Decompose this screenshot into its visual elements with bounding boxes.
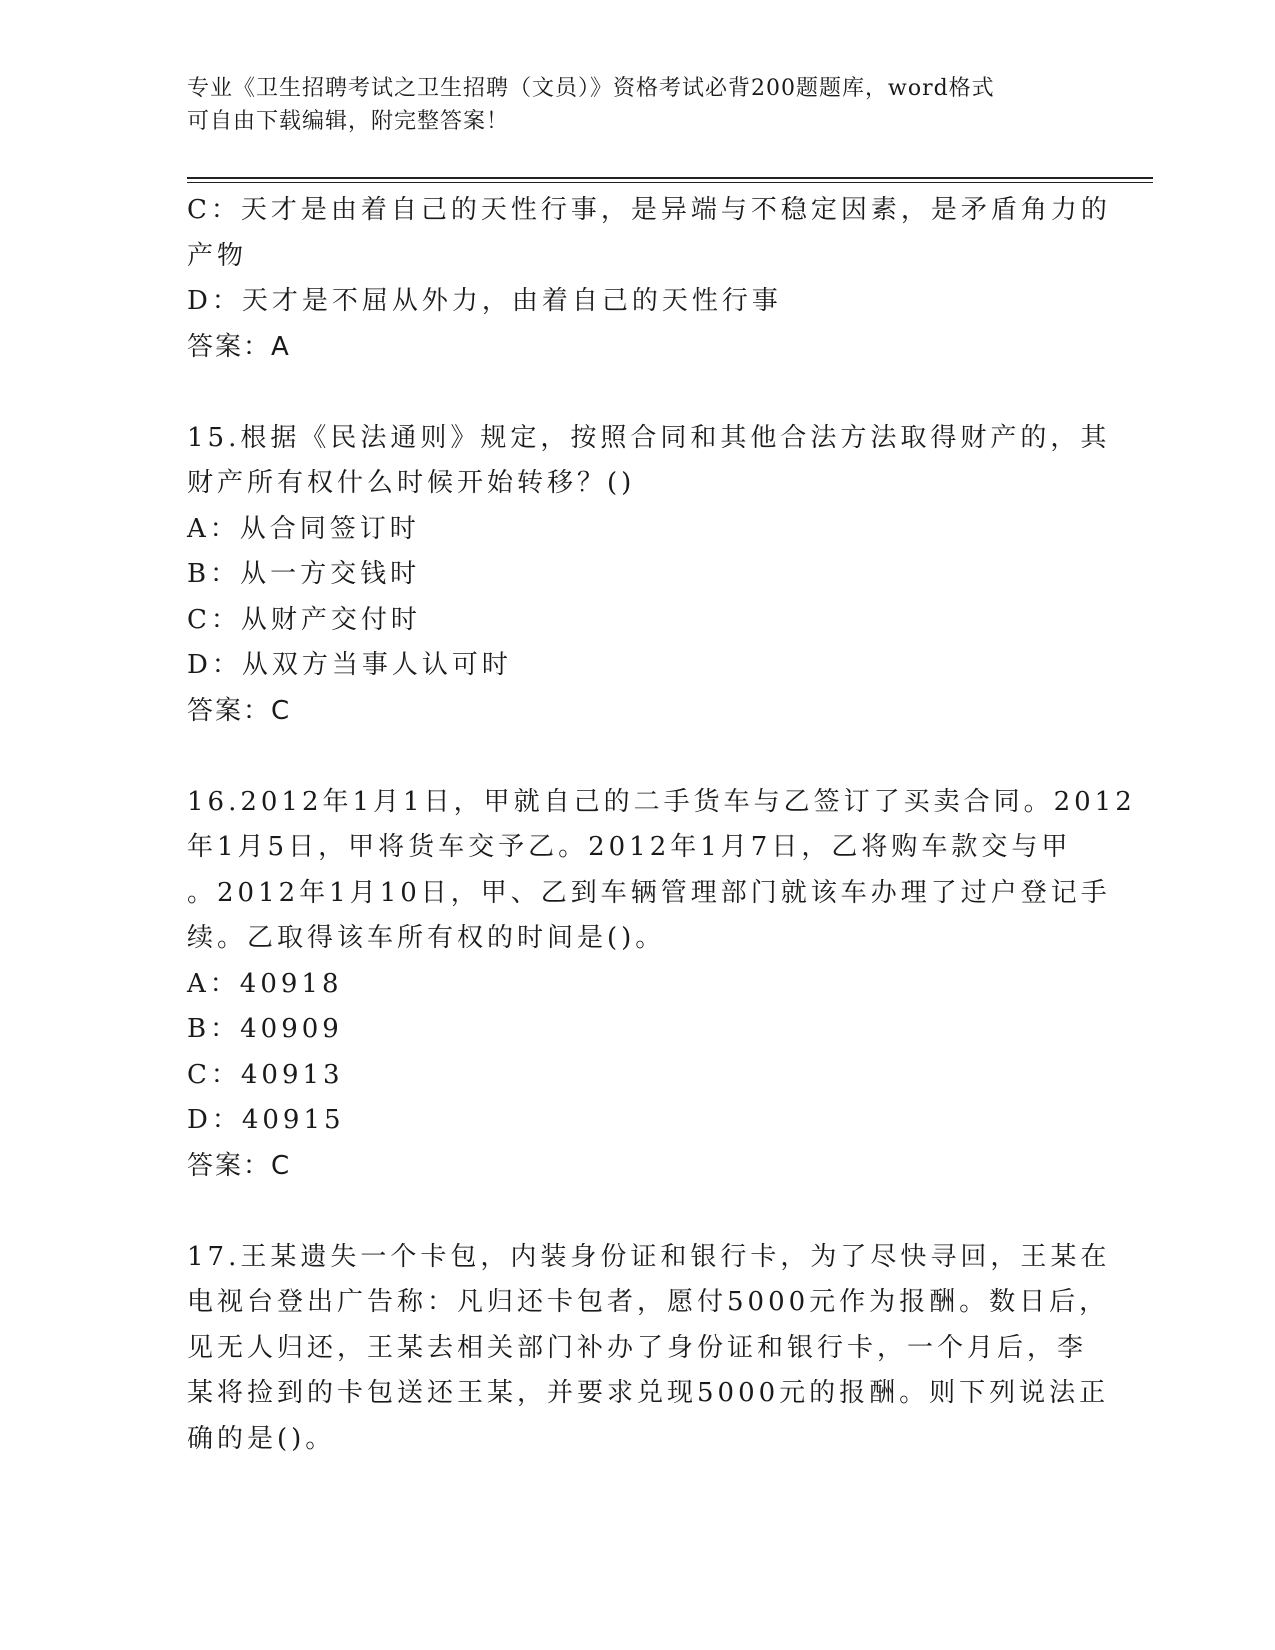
option-d: D：天才是不屈从外力，由着自己的天性行事	[187, 286, 782, 316]
question-text-line-2: 财产所有权什么时候开始转移？()	[187, 468, 636, 498]
question-text-line-2: 年1月5日，甲将货车交予乙。2012年1月7日，乙将购车款交与甲	[187, 832, 1072, 862]
spacer	[187, 734, 1087, 780]
spacer	[187, 1189, 1087, 1235]
option-b: B：从一方交钱时	[187, 559, 421, 589]
answer: 答案：A	[187, 331, 291, 362]
question-text-line-1: 15.根据《民法通则》规定，按照合同和其他合法方法取得财产的，其	[187, 422, 1111, 453]
option-c: C：从财产交付时	[187, 604, 421, 635]
header-line-2: 可自由下载编辑，附完整答案！	[187, 109, 510, 134]
option-c: C：40913	[187, 1059, 344, 1090]
previous-question-tail	[187, 188, 1111, 370]
question-text-line-5: 确的是()。	[187, 1423, 336, 1454]
answer: 答案：C	[187, 1150, 292, 1181]
question-16	[187, 780, 1136, 1190]
option-d: D：从双方当事人认可时	[187, 650, 512, 680]
question-text-line-4: 某将捡到的卡包送还王某，并要求兑现5000元的报酬。则下列说法正	[187, 1378, 1110, 1408]
option-c-line-2: 产物	[187, 240, 248, 271]
option-a: A：从合同签订时	[187, 513, 420, 544]
question-text-line-1: 17.王某遗失一个卡包，内装身份证和银行卡，为了尽快寻回，王某在	[187, 1241, 1111, 1272]
question-15	[187, 416, 1111, 735]
question-text-line-3: 。2012年1月10日，甲、乙到车辆管理部门就该车办理了过户登记手	[187, 877, 1111, 908]
question-17	[187, 1235, 1111, 1463]
option-a: A：40918	[187, 968, 343, 999]
header-line-1: 专业《卫生招聘考试之卫生招聘（文员）》资格考试必背200题题库，word格式	[187, 76, 995, 101]
option-d: D：40915	[187, 1105, 345, 1135]
document-header	[187, 72, 1087, 138]
spacer	[187, 370, 1087, 416]
question-text-line-3: 见无人归还，王某去相关部门补办了身份证和银行卡，一个月后，李	[187, 1332, 1088, 1363]
question-text-line-1: 16.2012年1月1日，甲就自己的二手货车与乙签订了买卖合同。2012	[187, 786, 1136, 817]
answer: 答案：C	[187, 695, 292, 726]
option-c-line-1: C：天才是由着自己的天性行事，是异端与不稳定因素，是矛盾角力的	[187, 195, 1111, 225]
question-text-line-2: 电视台登出广告称：凡归还卡包者，愿付5000元作为报酬。数日后，	[187, 1287, 1110, 1317]
header-divider-thin	[187, 182, 1153, 183]
question-text-line-4: 续。乙取得该车所有权的时间是()。	[187, 923, 666, 953]
option-b: B：40909	[187, 1014, 343, 1044]
document-body	[187, 188, 1136, 1462]
header-divider-thick	[187, 177, 1153, 179]
